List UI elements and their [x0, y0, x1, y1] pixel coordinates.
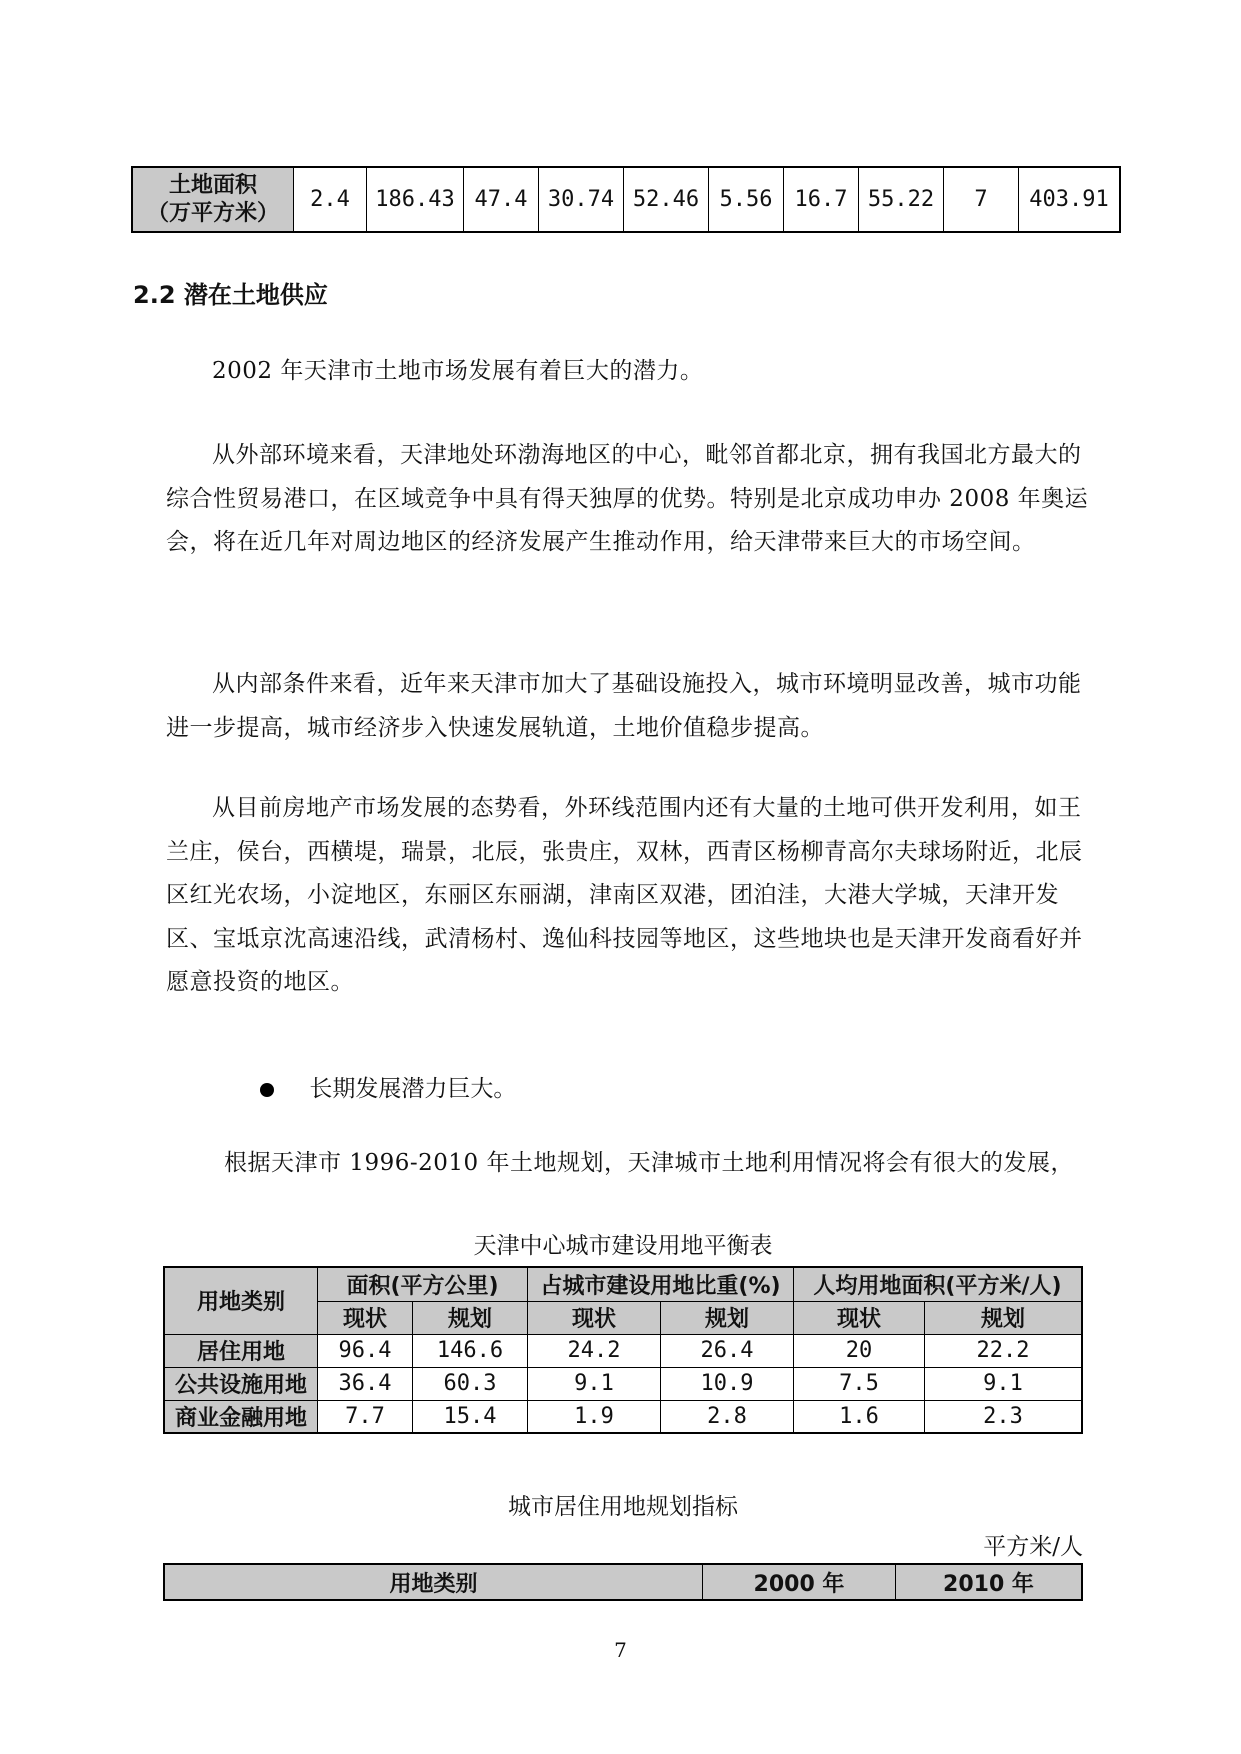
cell-value: 2.3	[925, 1400, 1083, 1433]
cell-value: 1.6	[794, 1400, 925, 1433]
paragraph-plan: 根据天津市 1996-2010 年土地规划，天津城市土地利用情况将会有很大的发展，	[224, 1150, 1074, 1176]
table-header-row	[164, 1267, 1082, 1301]
cell-value: 60.3	[413, 1367, 528, 1400]
land-area-label-line2: （万平方米）	[146, 200, 279, 226]
land-balance-table	[163, 1266, 1083, 1434]
residential-table-caption: 城市居住用地规划指标	[508, 1494, 738, 1520]
sub-header-planned: 规划	[413, 1301, 528, 1334]
paragraph-intro: 2002 年天津市土地市场发展有着巨大的潜力。	[212, 358, 704, 384]
paragraph-market: 从目前房地产市场发展的态势看，外环线范围内还有大量的土地可供开发利用，如王兰庄，侯台，西横堤，瑞景，北辰，张贵庄，双林，西青区杨柳青高尔夫球场附近，北辰区红光农场，小淀地区，东丽区东丽湖，津南区双港，团泊洼，大港大学城，天津开发区、宝坻京沈高速沿线，武清杨村、逸仙科技园等地区，这些地块也是天津开发商看好并愿意投资的地区。	[166, 795, 1083, 995]
cell-value: 7.5	[794, 1367, 925, 1400]
section-heading: 2.2 潜在土地供应	[133, 281, 328, 309]
balance-table-caption: 天津中心城市建设用地平衡表	[473, 1233, 773, 1259]
col-year-2010-header: 2010 年	[896, 1564, 1083, 1600]
bullet-text: 长期发展潜力巨大。	[309, 1076, 517, 1102]
sub-header-current: 现状	[528, 1301, 661, 1334]
land-area-value: 5.56	[709, 167, 784, 232]
table-row	[132, 167, 1120, 232]
group-header-ratio: 占城市建设用地比重(%)	[528, 1267, 794, 1301]
land-area-value: 16.7	[784, 167, 859, 232]
cell-value: 9.1	[528, 1367, 661, 1400]
land-area-value: 403.91	[1019, 167, 1121, 232]
paragraph-internal: 从内部条件来看，近年来天津市加大了基础设施投入，城市环境明显改善，城市功能进一步提高，城市经济步入快速发展轨道，土地价值稳步提高。	[166, 671, 1082, 741]
cell-value: 36.4	[318, 1367, 413, 1400]
table-row	[164, 1334, 1082, 1367]
cell-value: 26.4	[661, 1334, 794, 1367]
table-row	[164, 1400, 1082, 1433]
table-header-row	[164, 1564, 1082, 1600]
cell-value: 96.4	[318, 1334, 413, 1367]
cell-value: 20	[794, 1334, 925, 1367]
land-area-value: 7	[944, 167, 1019, 232]
land-area-value: 47.4	[464, 167, 539, 232]
cell-value: 7.7	[318, 1400, 413, 1433]
cell-value: 10.9	[661, 1367, 794, 1400]
table-row	[164, 1367, 1082, 1400]
land-area-value: 55.22	[859, 167, 944, 232]
group-header-area: 面积(平方公里)	[318, 1267, 528, 1301]
land-area-table	[131, 166, 1121, 233]
col-category-header: 用地类别	[164, 1564, 703, 1600]
cell-value: 15.4	[413, 1400, 528, 1433]
page-number: 7	[614, 1638, 627, 1662]
sub-header-current: 现状	[794, 1301, 925, 1334]
land-area-value: 186.43	[367, 167, 464, 232]
land-area-value: 2.4	[294, 167, 367, 232]
land-area-value: 52.46	[624, 167, 709, 232]
group-header-per-capita: 人均用地面积(平方米/人)	[794, 1267, 1083, 1301]
sub-header-current: 现状	[318, 1301, 413, 1334]
sub-header-planned: 规划	[925, 1301, 1083, 1334]
bullet-dot-icon	[260, 1083, 274, 1097]
land-area-label-line1: 土地面积	[168, 172, 257, 198]
row-category: 公共设施用地	[164, 1367, 318, 1400]
cell-value: 9.1	[925, 1367, 1083, 1400]
land-area-value: 30.74	[539, 167, 624, 232]
row-category: 商业金融用地	[164, 1400, 318, 1433]
col-year-2000-header: 2000 年	[703, 1564, 896, 1600]
cell-value: 22.2	[925, 1334, 1083, 1367]
col-category-header: 用地类别	[164, 1267, 318, 1334]
cell-value: 1.9	[528, 1400, 661, 1433]
cell-value: 24.2	[528, 1334, 661, 1367]
bullet-item	[260, 1070, 516, 1103]
cell-value: 146.6	[413, 1334, 528, 1367]
row-category: 居住用地	[164, 1334, 318, 1367]
cell-value: 2.8	[661, 1400, 794, 1433]
residential-table-unit: 平方米/人	[983, 1534, 1083, 1560]
paragraph-external: 从外部环境来看，天津地处环渤海地区的中心，毗邻首都北京，拥有我国北方最大的综合性贸易港口，在区域竞争中具有得天独厚的优势。特别是北京成功申办 2008 年奥运会，将在近几年对周边地区的经济发展产生推动作用，给天津带来巨大的市场空间。	[166, 442, 1089, 555]
sub-header-planned: 规划	[661, 1301, 794, 1334]
land-area-label-cell	[132, 167, 294, 232]
residential-index-table	[163, 1563, 1083, 1601]
